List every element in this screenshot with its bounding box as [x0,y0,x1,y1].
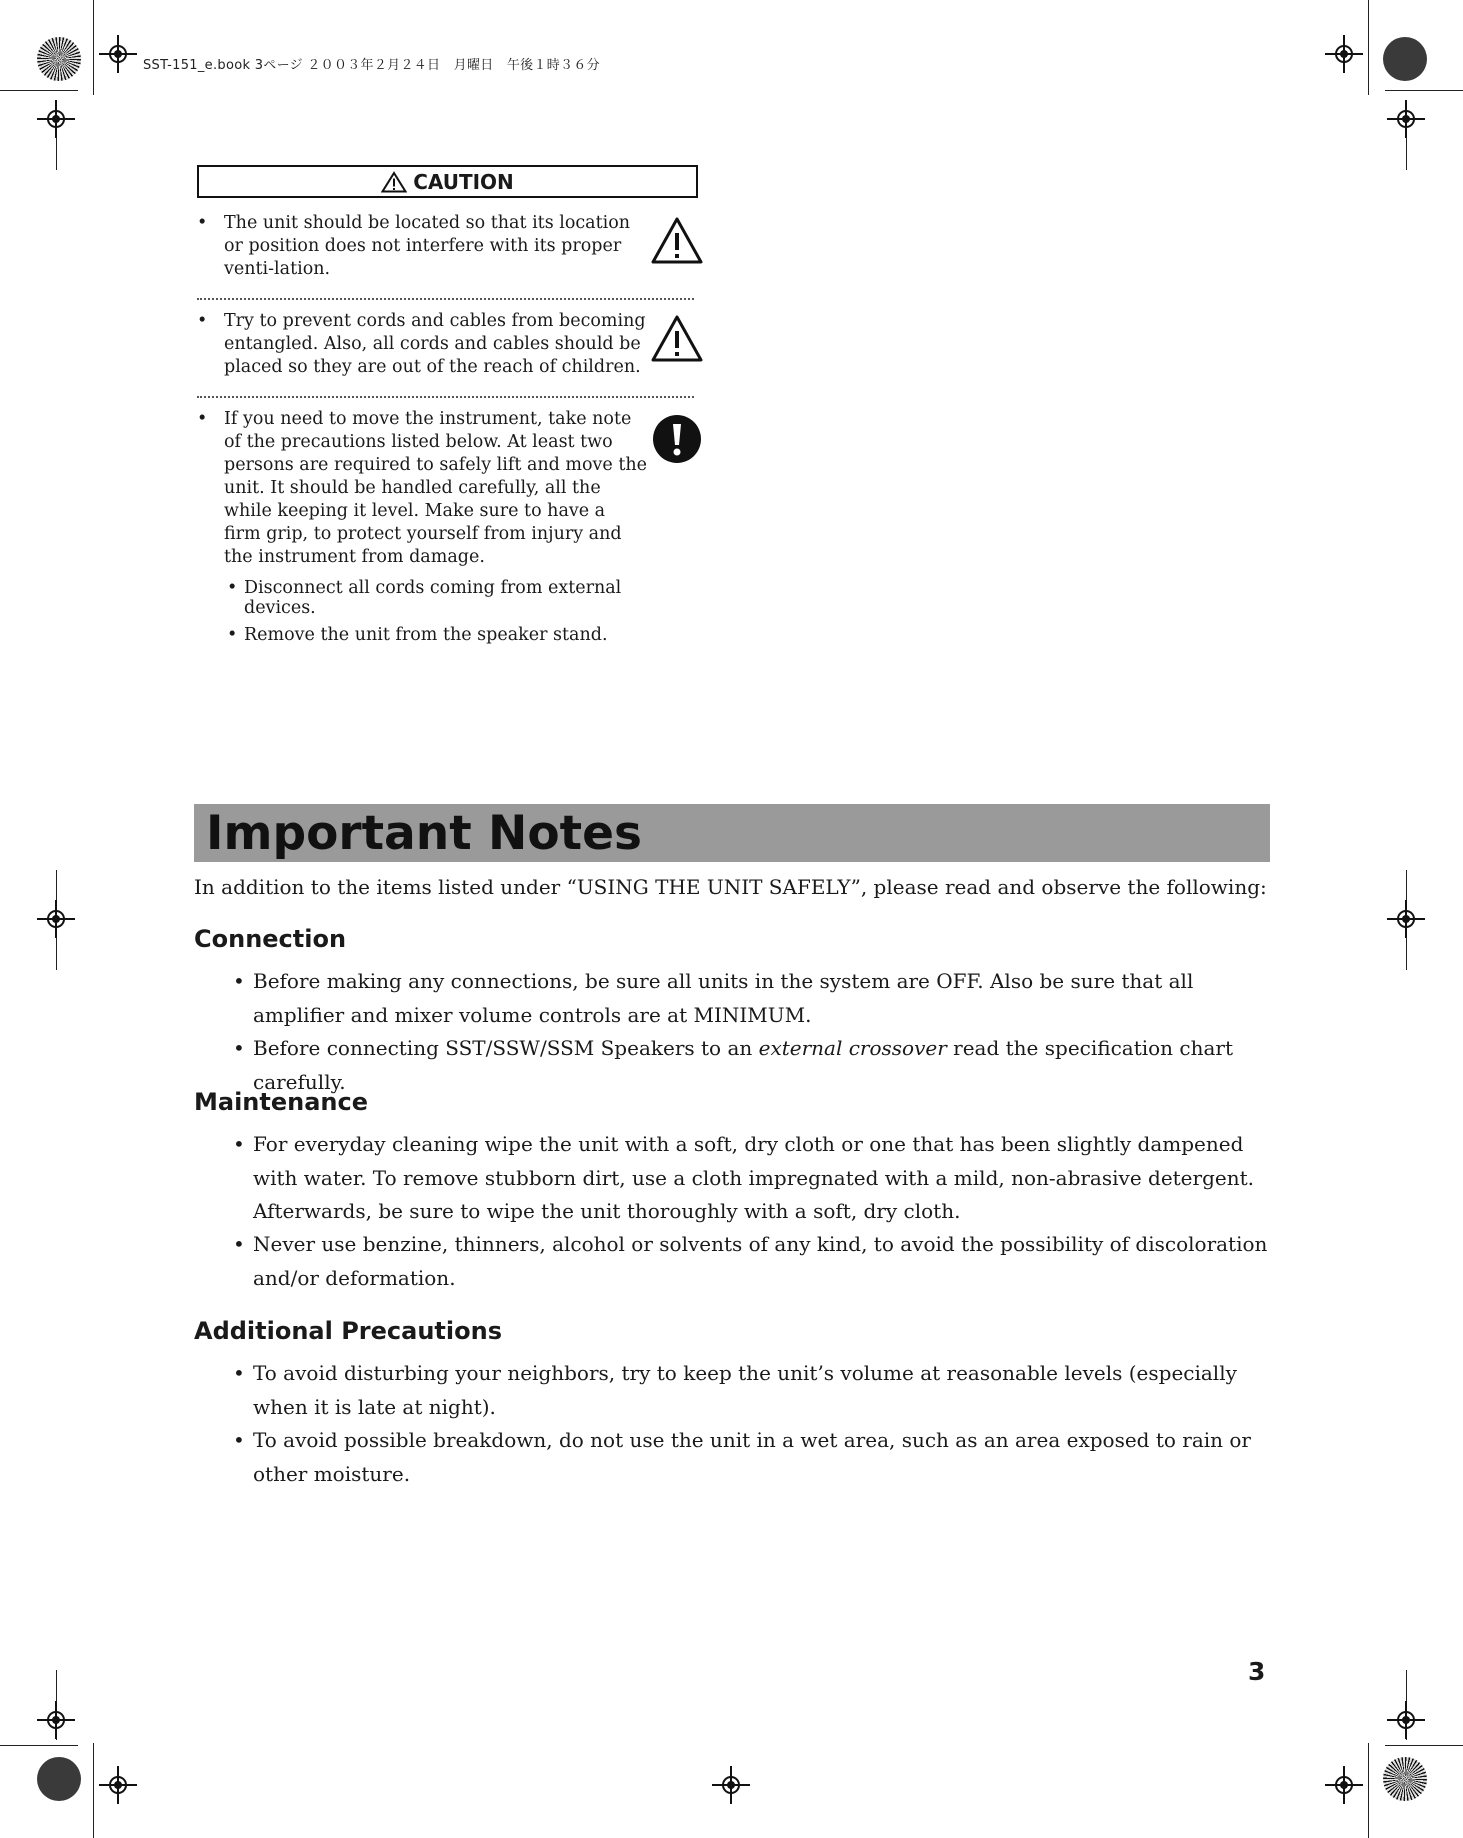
section-heading-connection: Connection [194,925,347,953]
caution-item: • If you need to move the instrument, take note of the precautions listed below. At least two persons are required to safely lift and move the unit. It should be handled carefully, all the while keeping it level. Make sure to have a firm grip, to protect yourself from injury and the instrument from damage. [197,409,648,567]
registration-disc-icon [37,1757,81,1801]
crosshair-icon [47,1711,65,1729]
list-item: • Before connecting SST/SSW/SSM Speakers to an external crossover read the specification chart carefully. [233,1036,1234,1094]
list-item: • To avoid possible breakdown, do not use the unit in a wet area, such as an area exposed to rain or other moisture. [233,1428,1251,1486]
page-number: 3 [1248,1657,1266,1686]
crosshair-icon [109,1776,127,1794]
divider [197,396,694,398]
list-item: • Before making any connections, be sure all units in the system are OFF. Also be sure that all amplifier and mixer volume controls are at MINIMUM. [233,969,1194,1027]
file-info-header: SST-151_e.book 3ページ ２００３年２月２４日 月曜日 午後１時３６分 [143,58,600,73]
intro-text: In addition to the items listed under “USING THE UNIT SAFELY”, please read and observe the following: [194,875,1267,899]
caution-header [197,165,698,198]
caution-item: • The unit should be located so that its location or position does not interfere with its proper venti-lation. [197,213,631,279]
important-notes-title-bar [194,804,1270,862]
crosshair-icon [1397,910,1415,928]
caution-sub-item: • Remove the unit from the speaker stand. [227,625,608,645]
section-heading-additional-precautions: Additional Precautions [194,1317,502,1345]
crosshair-icon [47,910,65,928]
list-item: • For everyday cleaning wipe the unit with a soft, dry cloth or one that has been slightly dampened with water. To remove stubborn dirt, use a cloth impregnated with a mild, non-abrasive detergent. Afterwards, be sure to wipe the unit thoroughly with a soft, dry cloth. [233,1132,1254,1223]
caution-title: CAUTION [413,169,514,194]
warning-triangle-icon [381,171,407,193]
crosshair-icon [1397,110,1415,128]
crosshair-icon [47,110,65,128]
italic-term: external crossover [758,1036,947,1060]
crosshair-icon [1335,1776,1353,1794]
section-heading-maintenance: Maintenance [194,1088,369,1116]
exclamation-circle-icon [653,415,701,463]
crosshair-icon [1397,1711,1415,1729]
list-item: • Never use benzine, thinners, alcohol or solvents of any kind, to avoid the possibility of discoloration and/or deformation. [233,1232,1268,1290]
registration-disc-icon [1383,37,1427,81]
crosshair-icon [722,1776,740,1794]
crosshair-icon [1335,45,1353,63]
list-item: • To avoid disturbing your neighbors, try to keep the unit’s volume at reasonable levels (especially when it is late at night). [233,1361,1237,1419]
caution-item: • Try to prevent cords and cables from becoming entangled. Also, all cords and cables should be placed so they are out of the reach of children. [197,311,646,377]
registration-starburst-icon [37,37,81,81]
registration-starburst-icon [1383,1757,1427,1801]
divider [197,298,694,300]
warning-triangle-icon [651,216,703,266]
page-title: Important Notes [206,806,642,861]
caution-sub-item: • Disconnect all cords coming from external devices. [227,578,622,618]
warning-triangle-icon [651,314,703,364]
crosshair-icon [109,45,127,63]
